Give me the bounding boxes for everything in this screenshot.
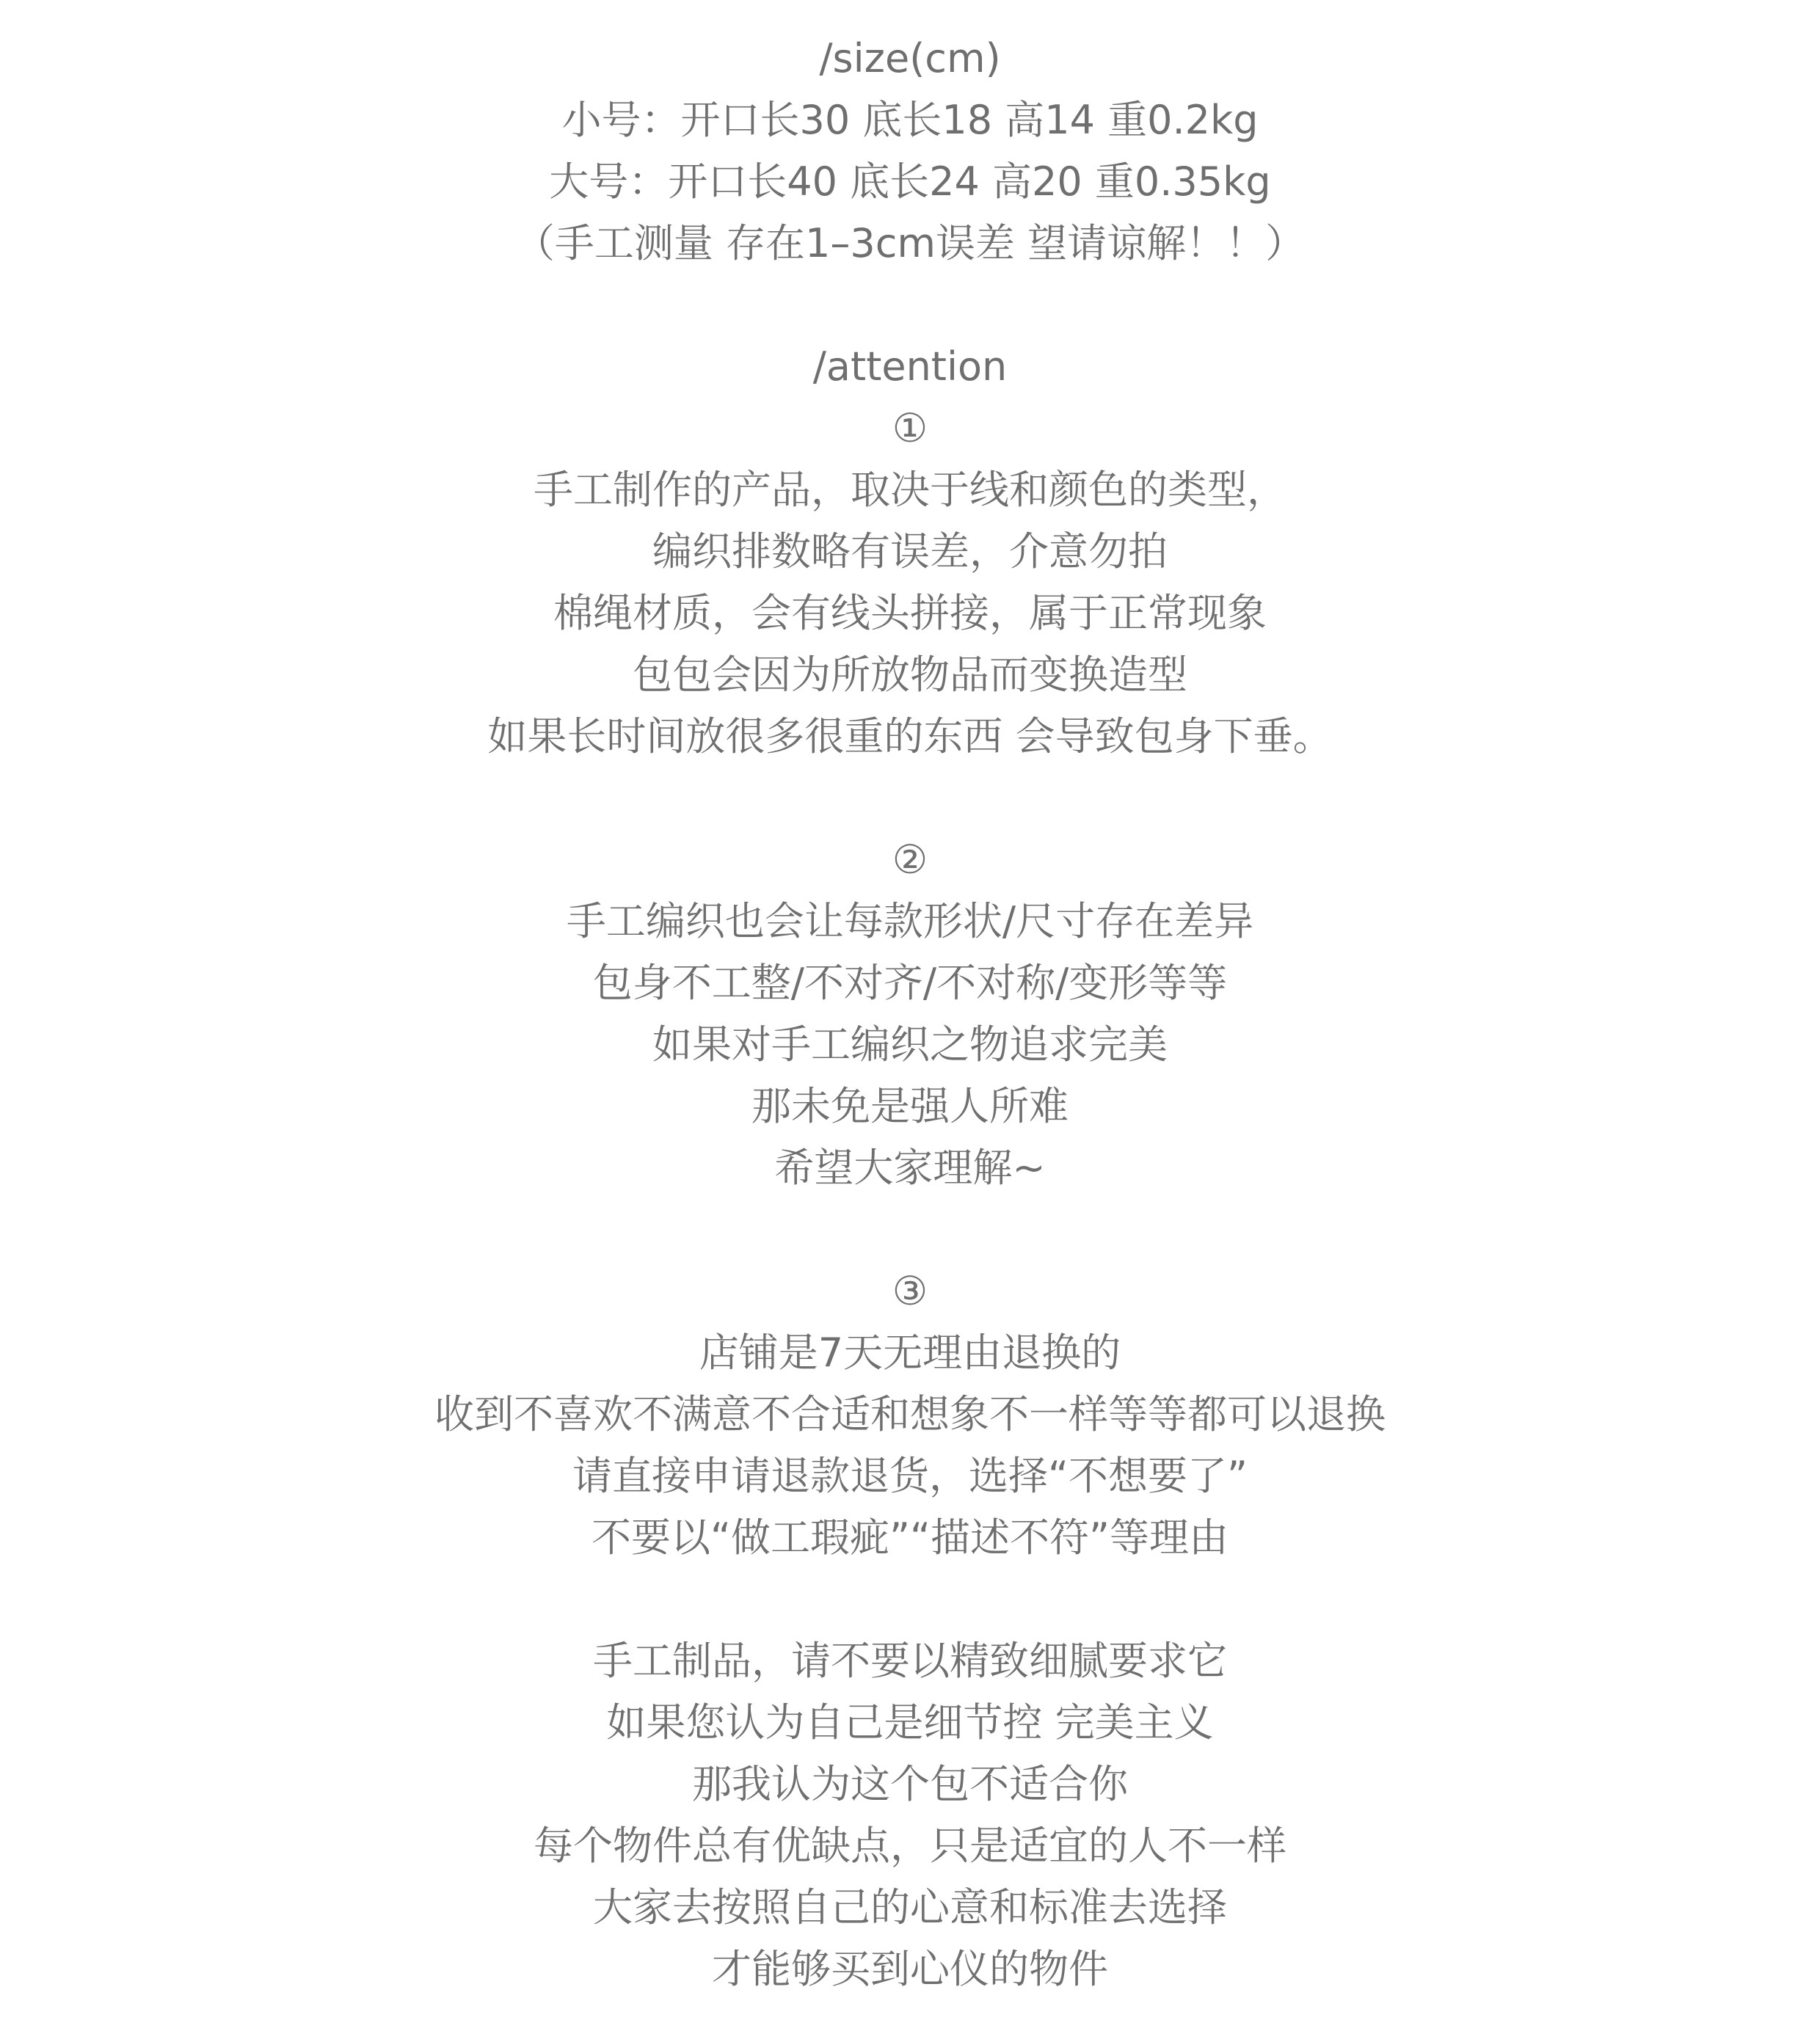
point-3-line: 收到不喜欢不满意不合适和想象不一样等等都可以退换 — [434, 1391, 1386, 1437]
point-2-line: 手工编织也会让每款形状/尺寸存在差异 — [566, 898, 1254, 944]
point-1-line: 包包会因为所放物品而变换造型 — [633, 652, 1187, 698]
point-3-line: 请直接申请退款退货，选择“不想要了” — [572, 1453, 1248, 1499]
closing-line: 如果您认为自己是细节控 完美主义 — [606, 1699, 1214, 1746]
closing-line: 才能够买到心仪的物件 — [712, 1946, 1108, 1992]
spacer — [0, 1569, 1820, 1630]
point-1-line: 手工制作的产品，取决于线和颜色的类型， — [534, 467, 1286, 513]
closing-line: 那我认为这个包不适合你 — [692, 1761, 1128, 1807]
size-section — [0, 28, 1820, 274]
spacer — [0, 274, 1820, 336]
point-2-line: 希望大家理解~ — [774, 1145, 1046, 1191]
point-marker-3: ③ — [892, 1268, 928, 1314]
attention-heading: /attention — [812, 343, 1008, 390]
point-2-line: 那未免是强人所难 — [751, 1083, 1069, 1129]
point-1-line: 如果长时间放很多很重的东西 会导致包身下垂。 — [487, 713, 1333, 759]
point-1-line: 编织排数略有误差，介意勿拍 — [652, 528, 1168, 575]
attention-point-1 — [0, 398, 1820, 767]
attention-section — [0, 336, 1820, 2000]
spacer — [0, 767, 1820, 829]
point-1-line: 棉绳材质，会有线头拼接，属于正常现象 — [553, 590, 1267, 636]
attention-point-2 — [0, 829, 1820, 1199]
closing-line: 大家去按照自己的心意和标准去选择 — [593, 1884, 1227, 1930]
point-2-line: 如果对手工编织之物追求完美 — [652, 1021, 1168, 1068]
spacer — [0, 1199, 1820, 1261]
point-3-line: 店铺是7天无理由退换的 — [699, 1330, 1121, 1376]
size-heading: /size(cm) — [819, 35, 1001, 81]
attention-point-3 — [0, 1261, 1820, 1569]
measurement-note: （手工测量 存在1–3cm误差 望请谅解！！） — [514, 220, 1306, 266]
product-notice-document — [0, 28, 1820, 2000]
closing-line: 手工制品，请不要以精致细腻要求它 — [593, 1638, 1227, 1684]
point-2-line: 包身不工整/不对齐/不对称/变形等等 — [592, 960, 1228, 1006]
large-size-spec: 大号：开口长40 底长24 高20 重0.35kg — [549, 158, 1271, 205]
closing-paragraph — [0, 1630, 1820, 2000]
small-size-spec: 小号：开口长30 底长18 高14 重0.2kg — [561, 97, 1259, 143]
point-marker-1: ① — [892, 405, 928, 451]
point-marker-2: ② — [892, 836, 928, 883]
closing-line: 每个物件总有优缺点，只是适宜的人不一样 — [534, 1823, 1286, 1869]
point-3-line: 不要以“做工瑕疵”“描述不符”等理由 — [592, 1514, 1228, 1561]
